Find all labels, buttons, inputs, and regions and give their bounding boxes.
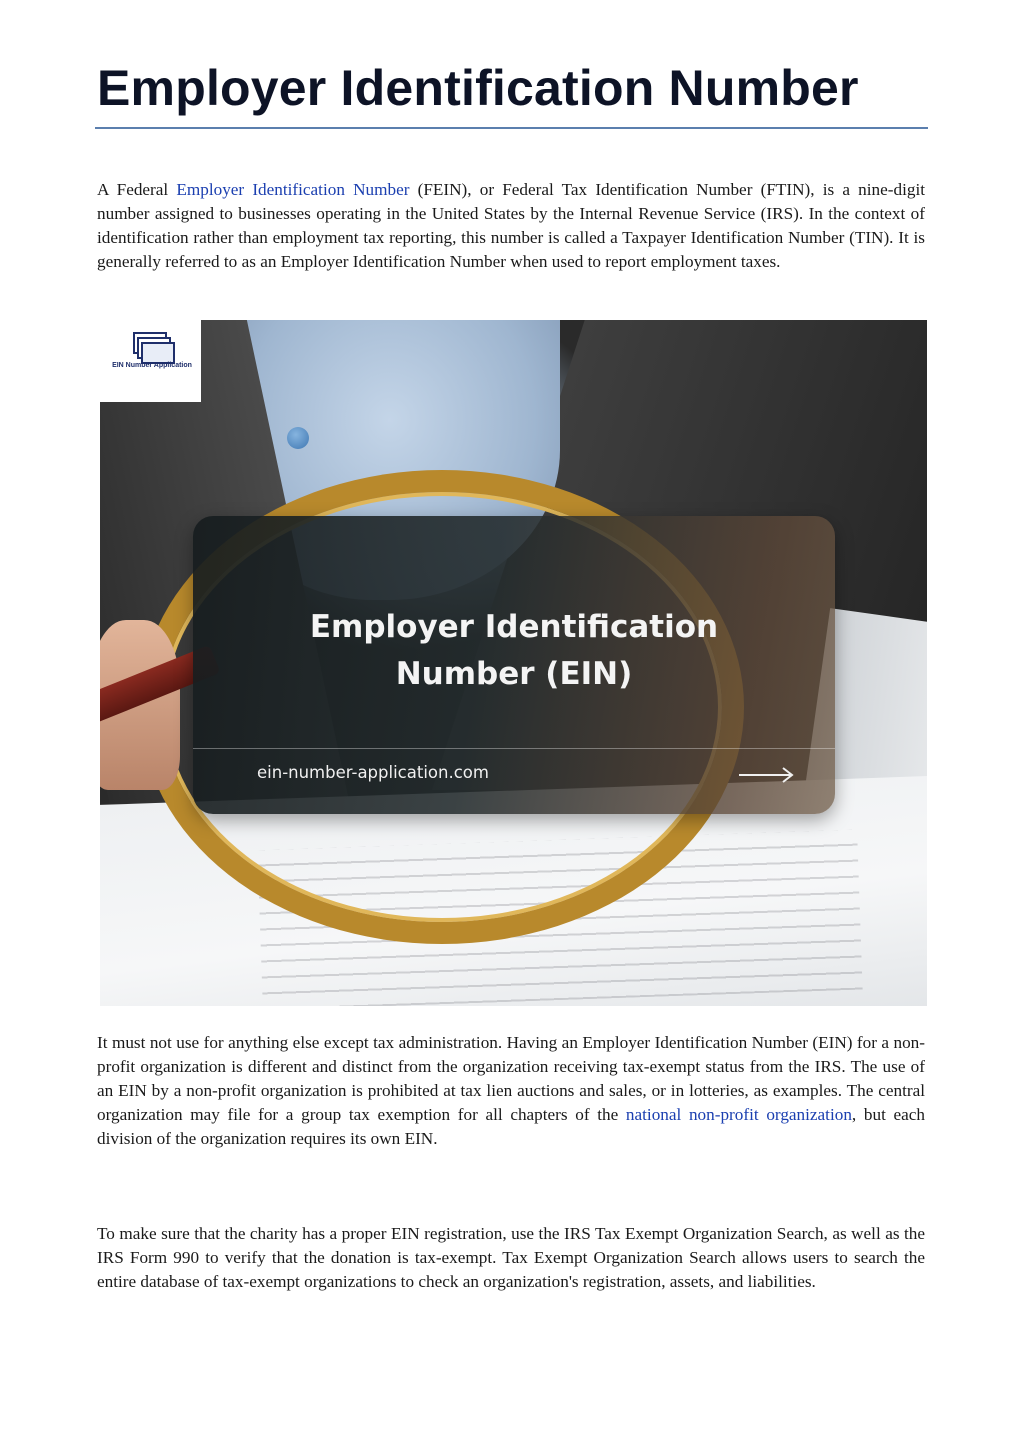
banner-url: ein-number-application.com [257,763,489,782]
banner-title-line1: Employer Identification [309,609,719,645]
banner-title-line2: Number (EIN) [395,656,633,692]
ein-logo [100,320,201,402]
shirt-button [287,427,309,449]
intro-paragraph [97,178,925,274]
banner-title [193,604,835,698]
nonprofit-text-end: , but each division of the organization requires its own EIN. [97,1105,926,1148]
nonprofit-text-start: It must not use for anything else except tax administration. Having an Employer Identification Number (EIN) for a non-profit organization is different and distinct from the organization receiving tax-exempt status from the IRS. The use of an EIN by a non-profit organization is prohibited at tax lien auctions and sales, or in lotteries, as examples. The central organization may file for a group tax exemption for all chapters of the [97,1033,925,1124]
ein-link[interactable]: Employer Identification Number [176,180,410,199]
nonprofit-link[interactable]: national non-profit organization [625,1105,852,1124]
ein-banner-card [193,516,835,814]
card-icon [141,342,175,364]
intro-text-start: A Federal [97,180,177,199]
charity-paragraph: To make sure that the charity has a proper EIN registration, use the IRS Tax Exempt Organization Search, as well as the IRS Form 990 to verify that the donation is tax-exempt. Tax Exempt Organization Search allows users to search the entire database of tax-exempt organizations to check an organization's registration, assets, and liabilities. [97,1224,925,1291]
arrow-right-icon [737,765,797,785]
banner-divider [193,748,835,749]
logo-text: EIN Number Application [112,362,192,369]
intro-text-end: (FEIN), or Federal Tax Identification Number (FTIN), is a nine-digit number assigned to businesses operating in the United States by the Internal Revenue Service (IRS). In the context of identification rather than employment tax reporting, this number is called a Taxpayer Identification Number (TIN). It is generally referred to as an Employer Identification Number when used to report employment taxes. [97,180,925,271]
hero-image [100,320,927,1006]
nonprofit-paragraph [97,1031,925,1151]
page-title: Employer Identification Number [97,60,859,116]
title-underline [95,127,928,129]
